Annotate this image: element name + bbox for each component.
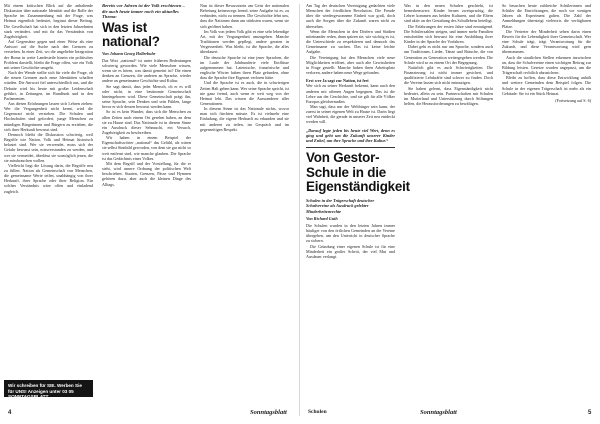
paragraph: Und die Sprache ist es auch, die in schwierigen Zeiten Halt geben kann. Wer seine Sprache spricht, ist nie ganz fremd, auch wenn er weit weg von der Heimat lebt. Das wissen die Auswanderer aller Generationen. xyxy=(200,80,289,106)
paragraph: Auf Gegensätze gegen und einer Weise als eine Antwort auf die Suche nach den Grenzen zu verstehen. In einer Zeit, wo die ungeliebte Integration der Roma in weite Landesteile hinein ein politisches Problem darstellt, bleibt die Frage offen, wie ein Volk mit seiner Geschichte umgeht. xyxy=(4,39,93,70)
paragraph: So besuchen heute zahlreiche Schülerinnen und Schüler die Einrichtungen, die noch vor wenigen Jahren als Experiment galten. Die Zahl der Anmeldungen übersteigt vielerorts die verfügbaren Plätze. xyxy=(502,3,591,29)
paragraph: Die deutsche Sprache ist eine jener Sprachen, die im Laufe der Jahrhunderte viele Einflüsse aufgenommen hat. Lateinische, französische und englische Wörter haben ihren Platz gefunden, ohne dass die Sprache ihre Eigenart verloren hätte. xyxy=(200,54,289,81)
left-column-2 xyxy=(102,3,191,403)
article-headline: Was ist national? xyxy=(102,19,160,49)
publication-brand: Sonntagsblatt xyxy=(250,409,287,416)
left-column-1 xyxy=(4,3,93,403)
page-number: 4 xyxy=(8,410,12,416)
paragraph: So ist es kein Wunder, dass sich die Menschen zu allen Zeiten nach einem Ort gesehnt haben, an dem sie zu Hause sind. Das Nationale ist in diesem Sinne ein Ausdruck dieser Sehnsucht, ein Versuch, Zugehörigkeit zu beschreiben. xyxy=(102,109,191,135)
left-column-3 xyxy=(200,3,289,403)
article-body xyxy=(306,223,395,259)
paragraph: Am Tag der deutschen Vereinigung gedachten viele Menschen der friedlichen Revolution. Die Freude über die wiedergewonnene Einheit war groß, doch auch die Sorgen über die Zukunft waren nicht zu übersehen. xyxy=(306,3,395,29)
article-body xyxy=(4,3,93,194)
paragraph: Die Vertreter der Minderheit sehen darin einen Beweis für die Lebendigkeit ihrer Gemeinschaft. Wer eine Schule trägt, trägt Verantwortung für die Zukunft, und diese Verantwortung wird gern übernommen. xyxy=(502,28,591,55)
article-body xyxy=(404,3,493,106)
continuation-note: (Fortsetzung auf S. 6) xyxy=(555,97,591,103)
article-headline: Von Gestor-Schule in die Eigenständigkeit xyxy=(306,150,410,195)
subscription-promo-box[interactable]: Wir schreiben für SIE. Werben Sie für UNS! Anzeigen unter 03 05 SONNTAGSBLATT xyxy=(4,380,93,397)
article-byline: Von Johann Georg Hollerbuhr xyxy=(102,50,156,56)
article-byline: Von Richard Guth xyxy=(306,215,338,221)
pull-quote: „Darauf legte jeden bis heute viel Wert, denn es ging und geht um die Zukunft unserer Kinder und Enkel, um ihre Sprache und ihre Kultur.“ xyxy=(306,127,395,144)
paragraph: Nun ist dieser Bewusstsein am Geist der nationalen Befreiung keineswegs fremd, seine Aufgabe ist es, zu verbinden, nicht zu trennen. Die Geschichte lehrt uns, dass die Nationen dann am stärksten waren, wenn sie sich geöffnet haben. xyxy=(200,3,289,29)
paragraph: Die Erfahrungen der ersten Jahre sind ermutigend. Die Schülerzahlen steigen, und immer mehr Familien entscheiden sich bewusst für eine Ausbildung ihrer Kinder in der Sprache der Vorfahren. xyxy=(404,23,493,45)
paragraph: In diesem Sinne ist das Nationale nichts, wovor man sich fürchten müsste. Es ist vielmehr eine Einladung, die eigene Herkunft zu erkunden und sie mit anderen zu teilen, im Gespräch und im gegenseitigen Respekt. xyxy=(200,106,289,132)
section-label: Schulen xyxy=(308,409,327,415)
paragraph: Wir haben in einem Beispiel der Eigenschaftswörter „national“ das Gefühl, als wären sie selbst Sinnbild geworden, von dem sie gar nicht so weit entfernt sind, wie manche glauben. Die Sprache ist das Gedächtnis eines Volkes. xyxy=(102,135,191,161)
paragraph: Sie sagt damit, dass jeder Mensch, ob er es will oder nicht, in eine bestimmte Gemeinschaft hineingeboren wird. Diese Gemeinschaft prägt ihn, seine Sprache, sein Denken und sein Fühlen, lange bevor er sich dessen bewusst werden kann. xyxy=(102,83,191,110)
section-divider xyxy=(306,147,395,148)
paragraph: Vielleicht liegt die Lösung darin, die Begriffe neu zu füllen: Nation als Gemeinschaft von Menschen, die gemeinsame Werte teilen, unabhängig von ihrer Herkunft, ihrer Sprache oder ihrer Religion. Ein solches Verständnis wäre offen und einladend zugleich. xyxy=(4,162,93,194)
section-subhead: Erst wer Ja sagt zur Nation, ist frei xyxy=(306,78,369,84)
right-column-2 xyxy=(404,3,493,403)
right-page xyxy=(300,0,600,424)
article-kicker: Bereits vor Jahren ist der Volk erschienen – die auch heute immer noch ein aktuelles Thema: xyxy=(102,3,185,20)
article-intro: Schulen in der Trägerschaft deutscher Schulvereine als Ausdruck gelebter Minderheitenrechte xyxy=(306,197,375,214)
article-body xyxy=(306,83,395,124)
paragraph: Aus diesen Erfahrungen lassen sich Lehren ziehen: Wer die Vergangenheit nicht kennt, wird die Gegenwart nicht verstehen. Die Schulen und Hochschulen sind gefordert, junge Menschen zu mündigen Bürgerinnen und Bürgern zu erziehen, die sich ihrer Herkunft bewusst sind. xyxy=(4,100,93,132)
article-body xyxy=(306,3,395,75)
page-number: 5 xyxy=(588,410,592,416)
paragraph: Dennoch bleibt die Diskussion schwierig, weil Begriffe wie Nation, Volk und Heimat historisch belastet sind. Wer sie verwendet, muss sich der Gefahr bewusst sein, missverstanden zu werden, und wer sie vermeidet, überlässt sie womöglich jenen, die sie missbrauchen wollen. xyxy=(4,131,93,163)
article-body xyxy=(200,3,289,132)
paragraph: Sie haben gelernt, dass Eigenständigkeit nicht bedeutet, allein zu sein. Partnerschaften mit Schulen im Mutterland und Unterstützung durch Stiftungen helfen, die Herausforderungen zu bewältigen. xyxy=(404,85,493,106)
paragraph: Mit dem Begriff und der Vorstellung, für die er steht, wird unsere Ordnung der politischen Welt beschrieben. Staaten, Grenzen, Pässe und Hymnen gehören dazu, aber auch die kleinen Dinge des Alltags. xyxy=(102,160,191,187)
paragraph: Man sagt, dass nur der Weltbürger sein kann, der zuerst in seiner eigenen Welt zu Hause ist. Darin liegt viel Wahrheit, die gerade in unserer Zeit neu entdeckt werden will. xyxy=(306,103,395,125)
paragraph: Nach der Wende stellte sich für viele die Frage, ob die neuen Grenzen auch neue Identitäten schaffen würden. Die Antwort fiel unterschiedlich aus, und die Debatte wird bis heute mit großer Leidenschaft geführt, in Zeitungen, im Rundfunk und in den Parlamenten. xyxy=(4,70,93,101)
article-body xyxy=(102,58,191,187)
paragraph: Im Volk von jedem Volk gibt es eine sehr lebendige Art, mit der Vergangenheit umzugehen. Manche Traditionen werden gepflegt, andere geraten in Vergessenheit. Was bleibt, ist die Sprache, die alles überdauert. xyxy=(200,28,289,55)
paragraph: Dabei geht es nicht nur um Sprache, sondern auch um Traditionen, Lieder, Tänze und Bräuche, die von Generation zu Generation weitergegeben werden. Die Schule wird so zu einem Ort der Begegnung. xyxy=(404,44,493,65)
paragraph: Die Schulen wurden in den letzten Jahren immer häufiger von den örtlichen Gemeinden an die Vereine übergeben, um den Unterricht in deutscher Sprache zu sichern. xyxy=(306,222,395,244)
right-column-1 xyxy=(306,3,410,403)
article-body xyxy=(502,3,591,96)
paragraph: Bleibt zu hoffen, dass diese Entwicklung anhält und weitere Gemeinden dem Beispiel folgen. Die Schule in der eigenen Trägerschaft ist mehr als ein Gebäude: Sie ist ein Stück Heimat. xyxy=(502,75,591,96)
paragraph: Die Gründung einer eigenen Schule ist für eine Minderheit ein großer Schritt, der viel Mut und Ausdauer verlangt. xyxy=(306,243,395,259)
paragraph: Wenn die Menschen in den Dörfern und Städten miteinander reden, dann spüren sie, wie wichtig es ist, die Unterschiede zu respektieren und dennoch das Gemeinsame zu suchen. Das ist keine leichte Aufgabe. xyxy=(306,28,395,55)
paragraph: Das Wort „national“ ist unter früheren Bedeutungen schwierig geworden. Wie viele Menschen wissen, wenn sie es hören, was damit gemeint ist? Die einen denken an Grenzen, die anderen an Sprache, wieder andere an gemeinsame Geschichte und Kultur. xyxy=(102,57,191,84)
paragraph: Natürlich gibt es auch Schwierigkeiten. Die Finanzierung ist nicht immer gesichert, und qualifizierte Lehrkräfte sind schwer zu finden. Doch die Vereine lassen sich nicht entmutigen. xyxy=(404,64,493,86)
right-column-3 xyxy=(502,3,591,403)
paragraph: Die Vereinigung hat den Menschen viele neue Möglichkeiten eröffnet, aber auch alte Gewissheiten in Frage gestellt. Manche haben ihren Arbeitsplatz verloren, andere haben neue Wege gefunden. xyxy=(306,54,395,76)
paragraph: Auch die staatlichen Stellen erkennen inzwischen an, dass die Schulvereine einen wichtigen Beitrag zur Bildung leisten. Gesetze wurden angepasst, um die Trägerschaft rechtlich abzusichern. xyxy=(502,54,591,76)
paragraph: Mit einem kritischen Blick auf die anhaltende Diskussion über nationale Identität und die Rolle der Sprache im Zusammenhang mit der Frage, was Heimat eigentlich bedeutet, beginnt dieser Beitrag. Die Gesellschaft hat sich in den letzten Jahrzehnten stark verändert, und mit ihr das Verständnis von Zugehörigkeit. xyxy=(4,3,93,39)
paragraph: Wer sich zu seiner Herkunft bekennt, kann auch den anderen mit offenen Augen begegnen. Das ist die Lehre aus der Geschichte, und sie gilt für alle Völker Europas gleichermaßen. xyxy=(306,83,395,104)
publication-brand: Sonntagsblatt xyxy=(420,409,457,416)
paragraph: Was in den neuen Schulen geschieht, ist bemerkenswert: Kinder lernen zweisprachig, die Lehrer kommen aus beiden Kulturen, und die Eltern sind aktiv an der Gestaltung des Schullebens beteiligt. xyxy=(404,3,493,24)
